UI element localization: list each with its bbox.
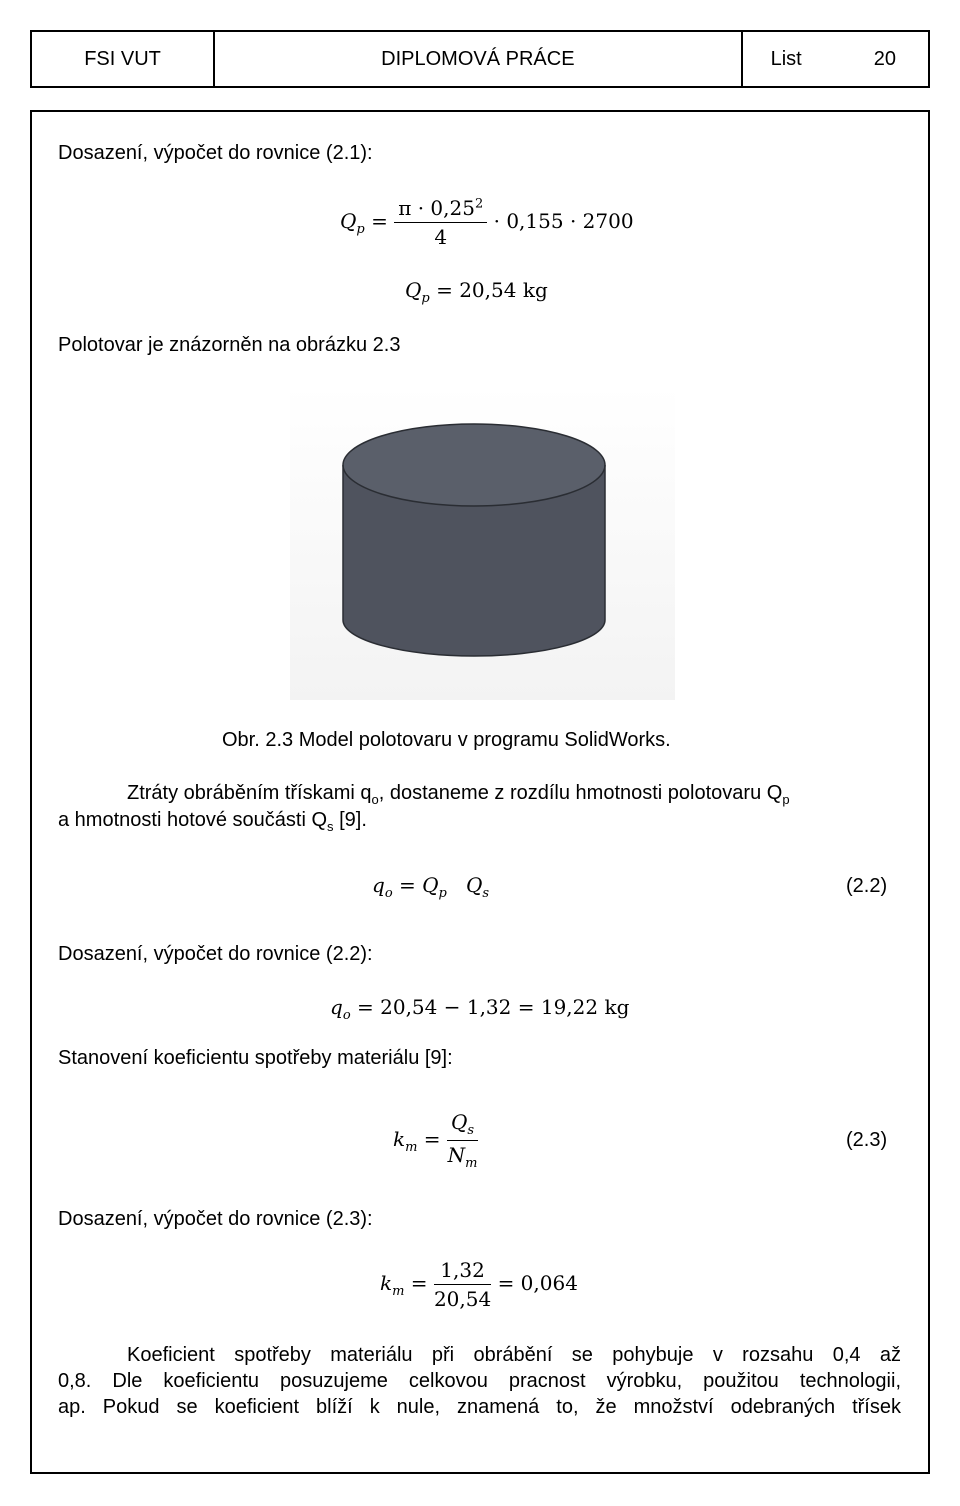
equation-23-fraction: $\frac{Q_s}{N_m}$ [447,1110,478,1171]
equation-22-values: $q_o = 20,54 - 1,32 = 19,22$ kg [330,995,630,1023]
equation-23-values: $k_m$ = $\frac{1,32}{20,54}$ = 0,064 [380,1258,578,1311]
equation-fraction: $\frac{\pi \cdot 0,25^2}{4}$ [394,196,487,249]
page-header [30,30,930,88]
header-page [743,32,928,86]
para-line-3: ap. Pokud se koeficient blíží k nule, znamená to, že množství odebraných třísek [58,1396,901,1418]
header-institution: FSI VUT [32,32,215,86]
subst-eq22-text: Dosazení, výpočet do rovnice (2.2): [58,943,373,965]
subst-eq23-text: Dosazení, výpočet do rovnice (2.3): [58,1208,373,1230]
equation-qp-result: $Q_p = 20,54$ kg [405,278,548,306]
equation-23-values-fraction: $\frac{1,32}{20,54}$ [433,1258,492,1311]
header-page-number: 20 [873,47,896,70]
figure-cylinder-model [290,385,675,700]
equation-23: $k_m$ = $\frac{Q_s}{N_m}$ [393,1110,478,1171]
figure-caption: Obr. 2.3 Model polotovaru v programu SolidWorks. [222,729,671,751]
stanoveni-text: Stanovení koeficientu spotřeby materiálu [9]: [58,1047,453,1069]
equation-23-label: (2.3) [846,1129,888,1151]
equation-qp-formula: $Q_p$ = $\frac{\pi \cdot 0,25^2}{4}$ · 0,155 · 2700 [340,196,634,249]
subst-eq21-text: Dosazení, výpočet do rovnice (2.1): [58,142,373,164]
equation-22-label: (2.2) [846,875,888,897]
header-title: DIPLOMOVÁ PRÁCE [215,32,742,86]
ztraty-line-2: a hmotnosti hotové součásti $Q_s$ [9]. [58,809,367,834]
ztraty-line-1: Ztráty obráběním třískami $q_o$, dostaneme z rozdílu hmotnosti polotovaru $Q_p$ [127,782,790,807]
header-list-label: List [770,47,802,70]
polotovar-text: Polotovar je znázorněn na obrázku 2.3 [58,334,401,356]
para-line-1: Koeficient spotřeby materiálu při obrábění se pohybuje v rozsahu 0,4 až [127,1344,901,1366]
para-line-2: 0,8. Dle koeficientu posuzujeme celkovou pracnost výrobku, použitou technologii, [58,1370,901,1392]
equation-22: $q_o = Q_p$ $Q_s$ [372,873,490,901]
